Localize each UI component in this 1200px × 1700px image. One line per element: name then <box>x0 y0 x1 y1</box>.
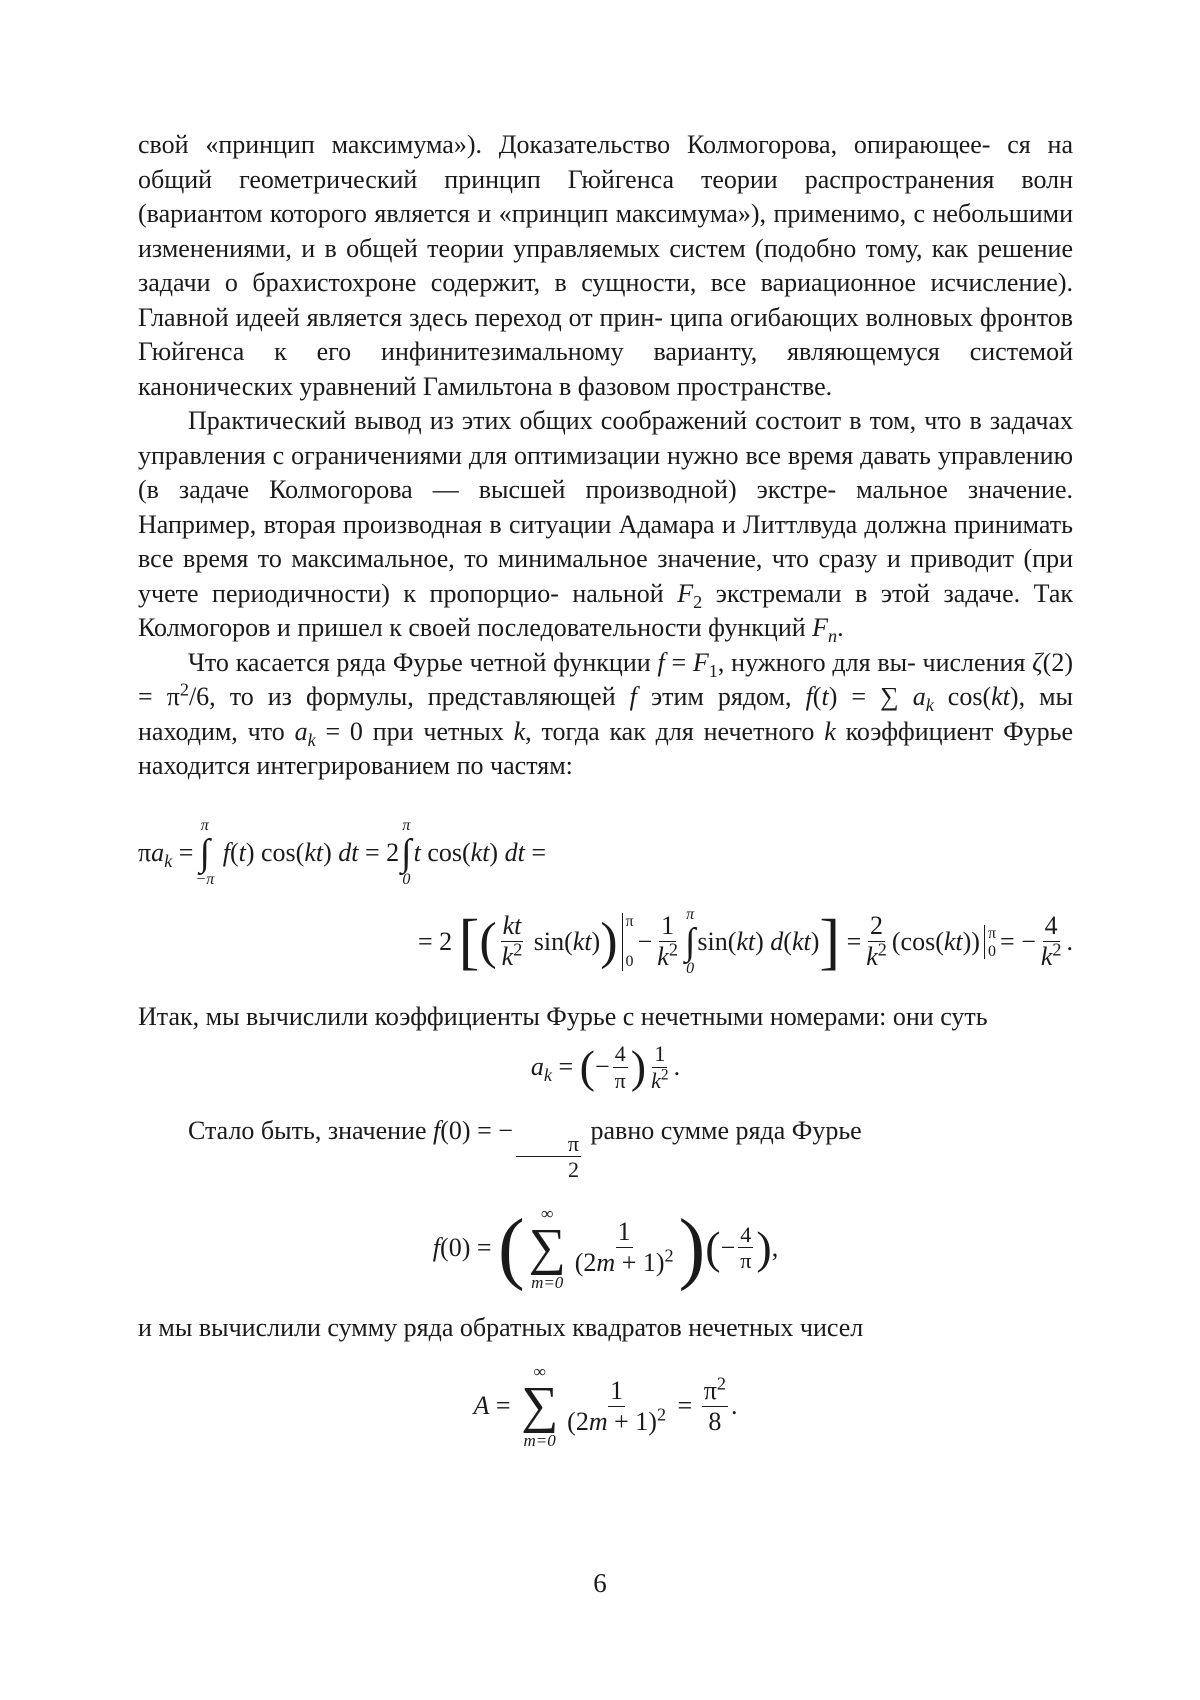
page-body <box>138 128 1073 1461</box>
paren-open-icon: ( <box>498 1203 525 1292</box>
paren-close-icon: ) <box>600 912 618 970</box>
fraction-kt-k2: $\frac{kt}{k^2}$ <box>501 911 523 971</box>
formula-eq-4: = − <box>1000 926 1036 956</box>
paragraph-3-text-c: , то из формулы, представляющей <box>209 682 616 711</box>
sum-icon: ∞ ∑ m=0 <box>521 1362 559 1451</box>
fraction-4-k2: $\frac{4}{k^2}$ <box>1040 911 1062 971</box>
fraction-1-2m1sq-b: $\frac{1}{(2m + 1)^2}$ <box>567 1375 667 1436</box>
fraction-1-k2-b: $\frac{1}{k^2}$ <box>651 1041 669 1093</box>
formula-lhs: $\pi a_k$ = <box>138 837 194 871</box>
evaluation-bar-icon: π 0 <box>622 913 634 971</box>
formula-sin-kt: sin(kt) <box>527 926 601 956</box>
paren-open-icon: ( <box>705 1221 721 1273</box>
bracket-open-icon: [ <box>458 907 480 976</box>
formula-f0-series: f(0) = ( ∞ ∑ m=0 $\frac{1}{(2m + 1)^2}$ ) ( − $\frac{4}{\pi}$ ) , <box>432 1203 779 1292</box>
formula-eq-2: = 2 <box>417 926 459 956</box>
formula-term-1: f(t) cos(kt) dt = 2 <box>222 837 400 867</box>
math-zeta2: $\zeta(2) = \pi^2/6$ <box>138 647 1073 711</box>
formula-ak: $a_k$ = ( − $\frac{4}{\pi}$ ) $\frac{1}{k^2}$ . <box>530 1041 681 1093</box>
paragraph-5-text-a: Стало быть, значение <box>188 1116 427 1145</box>
paragraph-3-text-b: , нужного для вы- числения <box>717 647 1026 677</box>
math-fourier-series: f(t) = ∑ $a_k$ cos(kt) <box>805 682 1019 716</box>
fraction-pi2-8: $\frac{\pi^2}{8}$ <box>703 1373 726 1436</box>
paragraph-5 <box>138 1114 1073 1183</box>
evaluation-bar-icon: π 0 <box>984 925 996 959</box>
fraction-1-k2: $\frac{1}{k^2}$ <box>657 911 678 971</box>
integral-icon: π ∫ 0 <box>684 905 696 977</box>
paragraph-4: Итак, мы вычислили коэффициенты Фурье с нечетными номерами: они суть <box>138 1001 988 1031</box>
fraction-2-k2: $\frac{2}{k^2}$ <box>866 911 887 971</box>
paren-open-icon: ( <box>479 912 497 970</box>
formula-cos-eval: (cos(kt)) <box>891 926 980 956</box>
math-F2: F <box>677 578 694 608</box>
integral-icon: π ∫ −π <box>195 816 215 888</box>
paren-open-icon: ( <box>579 1041 595 1092</box>
math-Fn: $F_n$ <box>812 613 838 647</box>
formula-minus: − <box>637 926 653 956</box>
formula-A-lhs: A <box>473 1391 490 1421</box>
paragraph-1: свой «принцип максимума»). Доказательство Колмогорова, опирающее- ся на общий геометрический принцип Гюйгенса теории распространения волн (вариантом которого является и «принцип максимума»), применимо, с небольшими изменениями, и в общей теории управляемых систем (подобно тому, как решение задачи о брахистохроне содержит, в сущности, все вариационное исчисление). Главной идеей является здесь переход от прин- ципа огибающих волновых фронтов Гюйгенса к его инфинитезимальному варианту, являющемуся системой канонических уравнений Гамильтона в фазовом пространстве. <box>138 130 1073 401</box>
math-F2-sub: 2 <box>693 591 703 612</box>
paragraph-2-text-b: экстремали в этой задаче. Так Колмогоров и пришел к своей последовательности функций <box>138 578 1074 642</box>
math-ak-zero: $a_k = 0$ <box>294 716 363 750</box>
math-k: k <box>513 716 526 746</box>
paragraph-3-text-f: при четных <box>372 716 504 746</box>
formula-term-2: t cos(kt) dt = <box>413 837 546 867</box>
math-k-2: k <box>824 716 836 746</box>
page-number: 6 <box>593 1568 607 1598</box>
paragraph-5-text-b: равно сумме ряда Фурье <box>590 1116 862 1145</box>
formula-integration-line2: = 2 [ ( $\frac{kt}{k^2}$ sin(kt) ) π 0 − $\frac{1}{k^2}$ π ∫ 0 sin(kt) d(kt) ] = $\frac{2}{k^2}$ (cos(kt)) π 0 = − $\frac{4}{k^2}$ . <box>417 905 1073 977</box>
formula-ak-lhs: $a_k$ <box>530 1052 552 1086</box>
paren-close-icon: ) <box>630 1041 647 1092</box>
paragraph-2: Практический вывод из этих общих соображений состоит в том, что в задачах управления с ограничениями для оптимизации нужно все время давать управлению (в задаче Колмогорова — высшей производной) экстре- мальное значение. Например, вторая производная в ситуации Адамара и Литтлвуда должна принимать все время то максимальное, то минимальное значение, что сразу и приводит (при учете периодичности) к пропорцио- нальной $F_2$ экстремали в этой задаче. Так Колмогоров и пришел к своей последовательности функций $F_n$. <box>138 406 1074 647</box>
fraction-4-pi: $\frac{4}{\pi}$ <box>614 1041 626 1093</box>
formula-integration-line1 <box>138 810 1073 896</box>
paragraph-3-text-a: Что касается ряда Фурье четной функции <box>188 647 651 677</box>
paragraph-2-text-a: Практический вывод из этих общих соображений состоит в том, что в задачах управления с ограничениями для оптимизации нужно все время давать управлению (в задаче Колмогорова — высшей производной) экстре- мальное значение. Например, вторая производная в ситуации Адамара и Литтлвуда должна принимать все время то максимальное, то минимальное значение, что сразу и приводит (при учете периодичности) к пропорцио- нальной <box>138 406 1073 608</box>
math-f-eq-F1: $f = F_1$ <box>657 647 718 681</box>
paragraph-3-text-d: этим рядом, <box>650 682 792 711</box>
bracket-close-icon: ] <box>819 907 841 976</box>
math-f: f <box>629 682 637 711</box>
sum-icon: ∞ ∑ m=0 <box>528 1203 566 1292</box>
fraction-1-2m1sq: $\frac{1}{(2m + 1)^2}$ <box>574 1217 674 1278</box>
paragraph-3 <box>138 646 1073 784</box>
paragraph-3-text-h: коэффициент Фурье находится интегрированием по частям: <box>138 716 1074 780</box>
formula-eq-3: = <box>840 926 862 956</box>
math-f0-value: f(0) = − $\frac{\pi}{2}$ <box>433 1116 580 1183</box>
paren-close-icon: ) <box>756 1221 772 1273</box>
paragraph-3-text-e: , мы находим, что <box>138 682 1074 746</box>
formula-sin-dkt: sin(kt) d(kt) <box>697 926 820 956</box>
paragraph-6: и мы вычислили сумму ряда обратных квадратов нечетных чисел <box>138 1312 864 1342</box>
fraction-4-pi-b: $\frac{4}{\pi}$ <box>740 1221 752 1274</box>
formula-A-sum: A = ∞ ∑ m=0 $\frac{1}{(2m + 1)^2}$ = $\frac{\pi^2}{8}$ . <box>473 1362 738 1451</box>
integral-icon: π ∫ 0 <box>401 816 412 888</box>
paren-close-icon: ) <box>678 1203 706 1292</box>
paragraph-3-text-g: , тогда как для нечетного <box>525 716 815 746</box>
formula-f0-lhs: f(0) = <box>432 1232 499 1262</box>
